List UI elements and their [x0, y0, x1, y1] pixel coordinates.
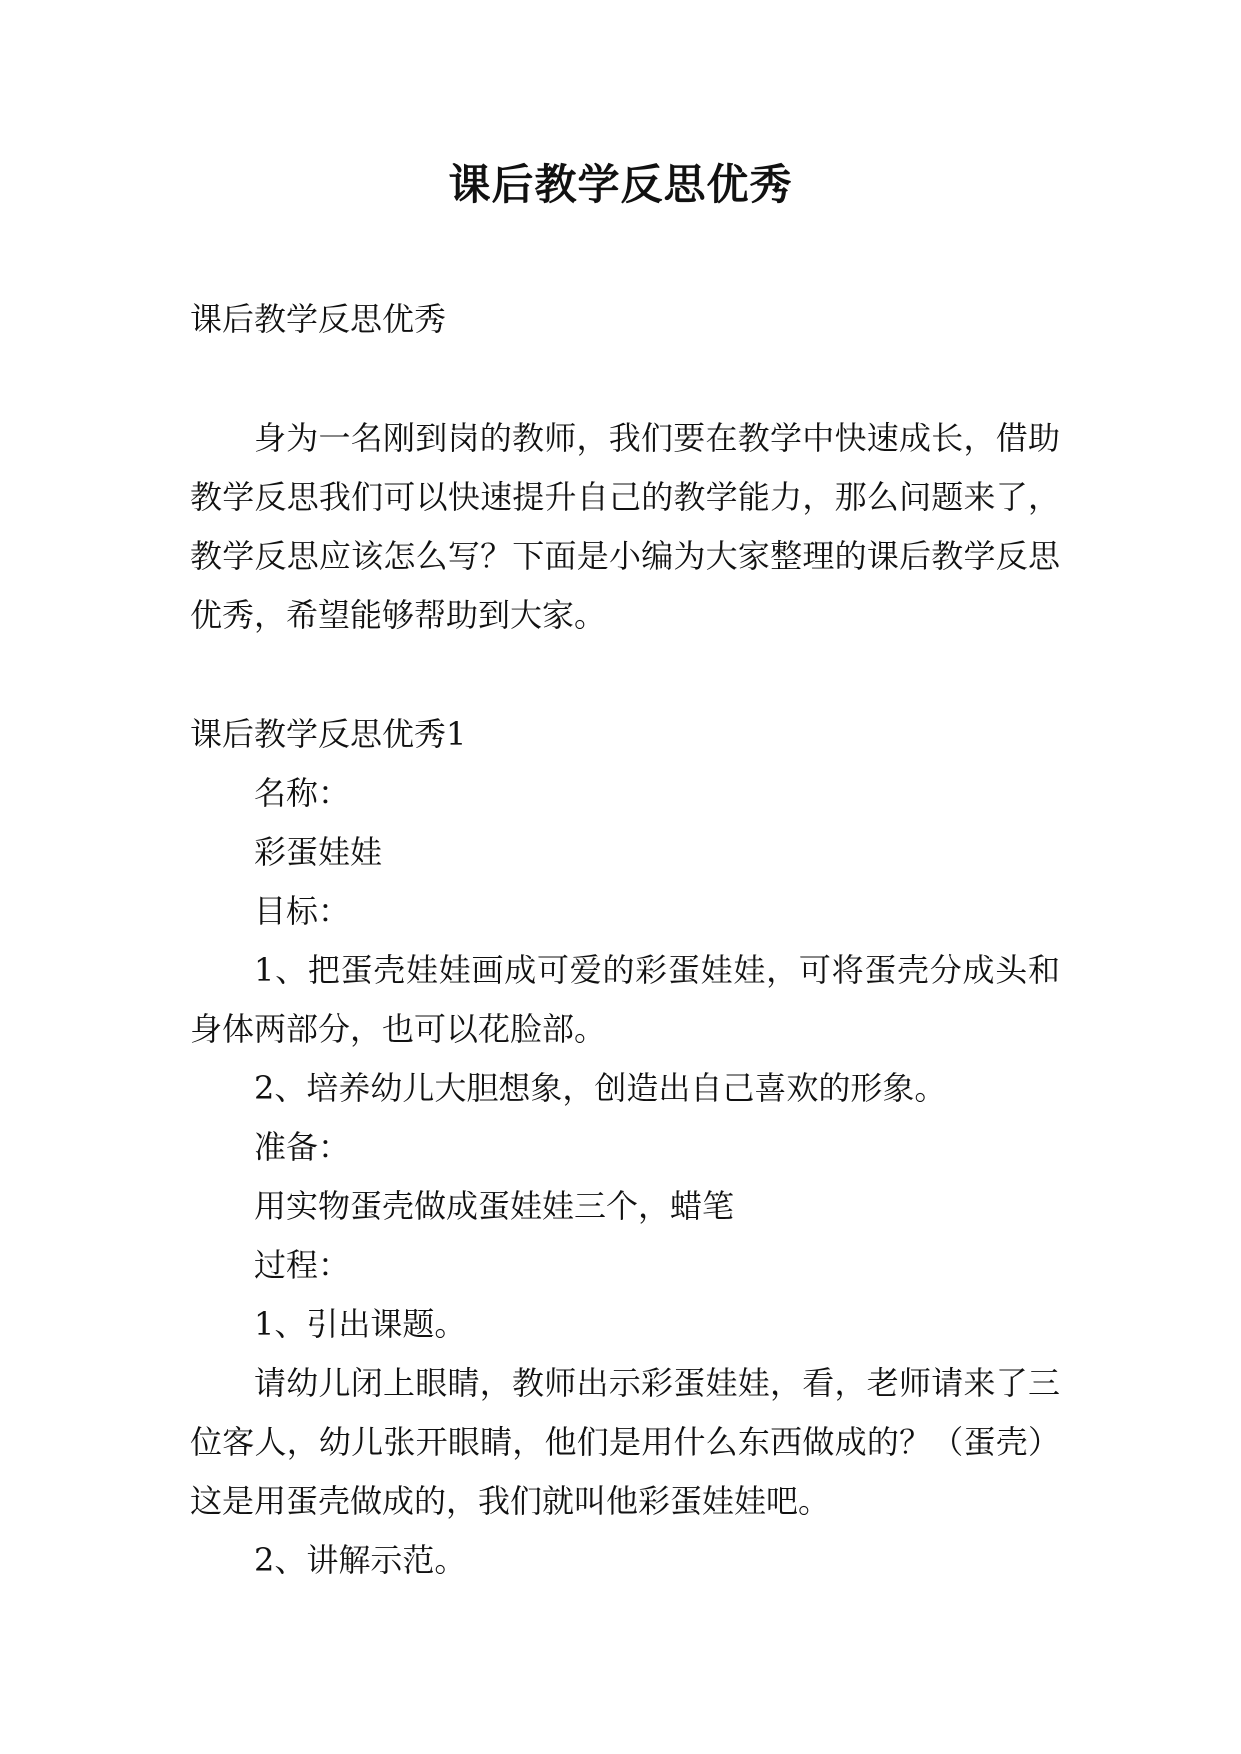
- document-title: 课后教学反思优秀: [448, 160, 793, 209]
- section-heading: 课后教学反思优秀1: [190, 715, 467, 753]
- paragraph-process-1-detail: 请幼儿闭上眼睛，教师出示彩蛋娃娃，看，老师请来了三位客人，幼儿张开眼睛，他们是用什么东西做成的？（蛋壳）这是用蛋壳做成的，我们就叫他彩蛋娃娃吧。: [190, 1364, 1060, 1520]
- document-body: [190, 290, 1060, 1590]
- paragraph-process-1: 1、引出课题。: [254, 1305, 467, 1343]
- paragraph-prep-label: 准备：: [254, 1128, 351, 1166]
- paragraph-goal-2: 2、培养幼儿大胆想象，创造出自己喜欢的形象。: [254, 1069, 947, 1107]
- paragraph-name-label: 名称：: [254, 774, 351, 812]
- paragraph-process-2: 2、讲解示范。: [254, 1541, 467, 1579]
- paragraph-name-value: 彩蛋娃娃: [254, 833, 383, 871]
- paragraph-process-label: 过程：: [254, 1246, 351, 1284]
- intro-paragraph: 身为一名刚到岗的教师，我们要在教学中快速成长，借助教学反思我们可以快速提升自己的教学能力，那么问题来了，教学反思应该怎么写？下面是小编为大家整理的课后教学反思优秀，希望能够帮助到大家。: [190, 419, 1060, 634]
- paragraph-goal-label: 目标：: [254, 892, 351, 930]
- paragraph-prep-value: 用实物蛋壳做成蛋娃娃三个，蜡笔: [254, 1187, 735, 1225]
- paragraph-goal-1: 1、把蛋壳娃娃画成可爱的彩蛋娃娃，可将蛋壳分成头和身体两部分，也可以花脸部。: [190, 951, 1060, 1048]
- document-subtitle: 课后教学反思优秀: [190, 300, 447, 338]
